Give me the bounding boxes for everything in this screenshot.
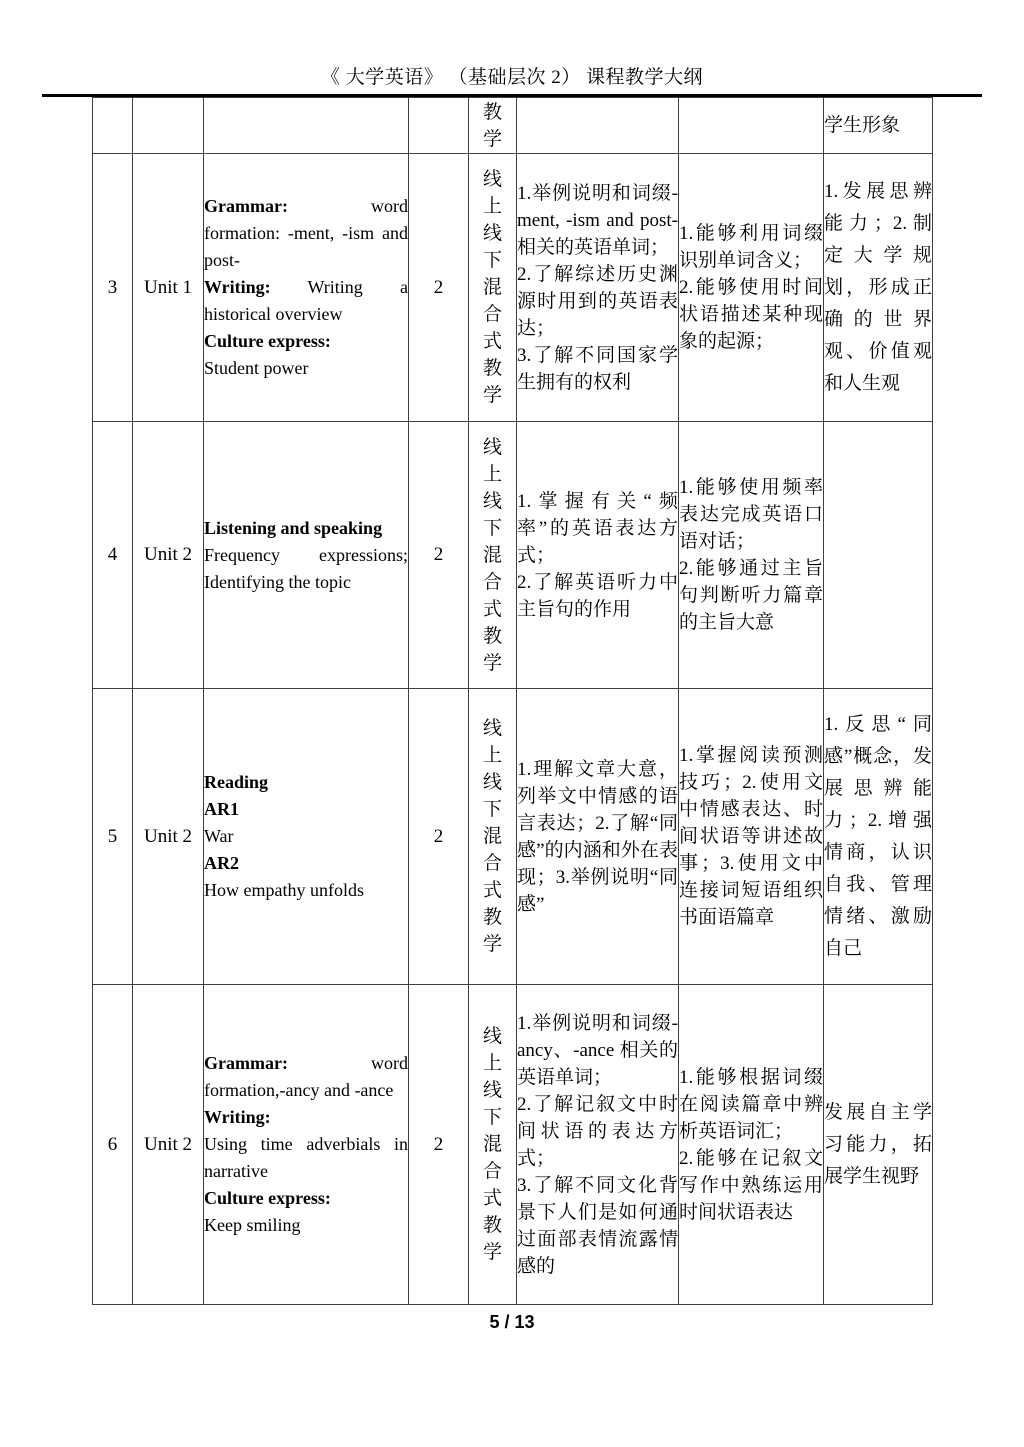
paragraph: How empathy unfolds bbox=[204, 880, 364, 900]
content-cell bbox=[204, 689, 409, 985]
unit-cell bbox=[133, 98, 204, 154]
literacy-cell bbox=[824, 98, 933, 154]
literacy-cell bbox=[824, 154, 933, 422]
objectives-cell bbox=[517, 98, 679, 154]
abilities-cell bbox=[679, 689, 824, 985]
method-cell bbox=[469, 689, 517, 985]
syllabus-table bbox=[92, 97, 933, 1305]
hours-cell: 2 bbox=[409, 154, 469, 422]
vertical-text: 线 上 线 下 混 合 式 教 学 bbox=[482, 169, 502, 406]
hours-cell: 2 bbox=[409, 422, 469, 689]
paragraph: 1.能够根据词缀在阅读篇章中辨析英语词汇； bbox=[679, 1066, 823, 1142]
paragraph: 1.掌握阅读预测技巧；2.使用文中情感表达、时间状语等讲述故事；3.使用文中连接词短语组织书面语篇章 bbox=[679, 745, 823, 928]
table-row bbox=[93, 422, 933, 689]
objectives-cell bbox=[517, 689, 679, 985]
table-row bbox=[93, 154, 933, 422]
abilities-cell bbox=[679, 422, 824, 689]
unit-cell: Unit 2 bbox=[133, 422, 204, 689]
paragraph: 1.理解文章大意，列举文中情感的语言表达；2.了解“同感”的内涵和外在表现；3.举例说明“同感” bbox=[517, 758, 678, 915]
paragraph: Writing: Writing a historical overview bbox=[204, 277, 408, 324]
row-number-cell: 4 bbox=[93, 422, 133, 689]
table-row bbox=[93, 985, 933, 1305]
method-cell bbox=[469, 98, 517, 154]
abilities-cell bbox=[679, 985, 824, 1305]
content-cell bbox=[204, 422, 409, 689]
paragraph: 2.了解综述历史渊源时用到的英语表达； bbox=[517, 263, 678, 339]
paragraph: 2.了解英语听力中主旨句的作用 bbox=[517, 571, 678, 620]
paragraph: Grammar: word formation,-ancy and -ance bbox=[204, 1053, 408, 1100]
abilities-cell bbox=[679, 98, 824, 154]
row-number-cell: 3 bbox=[93, 154, 133, 422]
paragraph: Student power bbox=[204, 358, 309, 378]
paragraph: 1.反思“同感”概念，发展思辨能力；2.增强情商，认识自我、管理情绪、激励自己 bbox=[824, 713, 932, 959]
hours-cell: 2 bbox=[409, 689, 469, 985]
paragraph: 1.掌握有关“频率”的英语表达方式； bbox=[517, 490, 678, 566]
content-cell bbox=[204, 98, 409, 154]
paragraph: AR1 bbox=[204, 799, 239, 819]
method-cell bbox=[469, 154, 517, 422]
content-cell bbox=[204, 154, 409, 422]
method-cell bbox=[469, 985, 517, 1305]
paragraph: 发展自主学习能力，拓展学生视野 bbox=[824, 1101, 932, 1187]
paragraph: 1.举例说明和词缀-ancy、-ance 相关的英语单词； bbox=[517, 1012, 678, 1088]
objectives-cell bbox=[517, 422, 679, 689]
page-number: 5 / 13 bbox=[489, 1312, 535, 1332]
paragraph: 2.能够使用时间状语描述某种现象的起源； bbox=[679, 277, 823, 352]
paragraph: 1.举例说明和词缀-ment, -ism and post- 相关的英语单词； bbox=[517, 182, 678, 258]
row-number-cell: 6 bbox=[93, 985, 133, 1305]
unit-cell: Unit 2 bbox=[133, 985, 204, 1305]
unit-cell: Unit 2 bbox=[133, 689, 204, 985]
vertical-text: 线 上 线 下 混 合 式 教 学 bbox=[482, 718, 502, 955]
paragraph: War bbox=[204, 826, 234, 846]
objectives-cell bbox=[517, 154, 679, 422]
paragraph: Writing: bbox=[204, 1107, 271, 1127]
content-cell bbox=[204, 985, 409, 1305]
vertical-text: 教 学 bbox=[482, 101, 502, 150]
paragraph: 1.发展思辨能力；2.制定大学规划，形成正确的世界观、价值观和人生观 bbox=[824, 180, 932, 394]
hours-cell: 2 bbox=[409, 985, 469, 1305]
paragraph: 1.能够使用频率表达完成英语口语对话； bbox=[679, 477, 823, 552]
paragraph: Keep smiling bbox=[204, 1215, 301, 1235]
literacy-cell bbox=[824, 422, 933, 689]
paragraph: Culture express: bbox=[204, 1188, 331, 1208]
literacy-cell bbox=[824, 985, 933, 1305]
paragraph: Grammar: word formation: -ment, -ism and post- bbox=[204, 196, 408, 270]
table-row bbox=[93, 689, 933, 985]
paragraph: 2.了解记叙文中时间状语的表达方式； bbox=[517, 1093, 678, 1169]
unit-cell: Unit 1 bbox=[133, 154, 204, 422]
objectives-cell bbox=[517, 985, 679, 1305]
paragraph: Culture express: bbox=[204, 331, 331, 351]
paragraph: 学生形象 bbox=[824, 115, 901, 136]
row-number-cell bbox=[93, 98, 133, 154]
abilities-cell bbox=[679, 154, 824, 422]
row-number-cell: 5 bbox=[93, 689, 133, 985]
paragraph: Listening and speaking bbox=[204, 517, 383, 538]
literacy-cell bbox=[824, 689, 933, 985]
paragraph: 2.能够通过主旨句判断听力篇章的主旨大意 bbox=[679, 558, 823, 633]
table-row-continued bbox=[93, 98, 933, 154]
vertical-text: 线 上 线 下 混 合 式 教 学 bbox=[482, 436, 502, 674]
hours-cell bbox=[409, 98, 469, 154]
page-title: 《 大学英语》 （基础层次 2） 课程教学大纲 bbox=[320, 67, 703, 88]
paragraph: 3.了解不同文化背景下人们是如何通过面部表情流露情感的 bbox=[517, 1174, 678, 1277]
vertical-text: 线 上 线 下 混 合 式 教 学 bbox=[482, 1026, 502, 1263]
paragraph: Reading bbox=[204, 772, 269, 792]
paragraph: AR2 bbox=[204, 853, 239, 873]
paragraph: Frequency expressions; Identifying the topic bbox=[204, 544, 408, 592]
paragraph: 2.能够在记叙文写作中熟练运用时间状语表达 bbox=[679, 1147, 823, 1223]
paragraph: 3.了解不同国家学生拥有的权利 bbox=[517, 344, 678, 393]
paragraph: Using time adverbials in narrative bbox=[204, 1134, 408, 1181]
paragraph: 1.能够利用词缀识别单词含义； bbox=[679, 223, 823, 271]
method-cell bbox=[469, 422, 517, 689]
